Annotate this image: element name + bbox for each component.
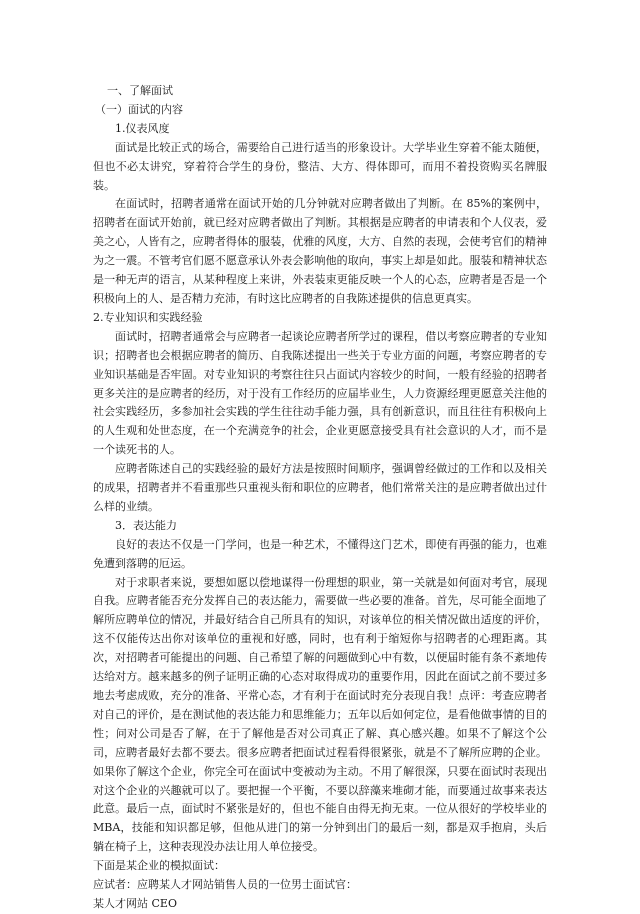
heading-appearance: 1.仪表风度 xyxy=(115,121,170,135)
paragraph-dress: 面试是比较正式的场合，需要给自己进行适当的形象设计。大学毕业生穿着不能太随便，但也不必太讲究，穿着符合学生的身份，整洁、大方、得体即可，而用不着投资购买名牌服装。 xyxy=(93,140,547,192)
document-body xyxy=(93,82,547,914)
heading-understand-interview: 一、了解面试 xyxy=(107,84,173,97)
heading-interview-content: （一）面试的内容 xyxy=(95,102,183,116)
text-mock-interview-intro: 下面是某企业的模拟面试： xyxy=(93,859,225,873)
heading-knowledge-experience: 2.专业知识和实践经验 xyxy=(93,310,203,324)
paragraph-first-impression: 在面试时，招聘者通常在面试开始的几分钟就对应聘者做出了判断。在 85%的案例中，招聘者在面试开始前，就已经对应聘者做出了判断。其根据是应聘者的申请表和个人仪表，爱美之心，人皆有之，应聘者得体的服装，优雅的风度，大方、自然的表现，会使考官们的精神为之一震。不管考官们愿不愿意承认外表会影响他的取向，事实上却是如此。服装和精神状态是一种无声的语言，从某种程度上来讲，外表装束更能反映一个人的心态，应聘者是否是一个积极向上的人、是否精力充沛，有时这比应聘者的自我陈述提供的信息更真实。 xyxy=(93,197,547,305)
text-interviewer-line: 某人才网站 CEO xyxy=(93,896,177,910)
heading-expression: 3．表达能力 xyxy=(115,518,177,532)
paragraph-preparation: 对于求职者来说，要想如愿以偿地谋得一份理想的职业，第一关就是如何面对考官，展现自我。应聘者能否充分发挥自己的表达能力，需要做一些必要的准备。首先，尽可能全面地了解所应聘单位的情况，并最好结合自己所具有的知识，对该单位的相关情况做出适度的评价，这不仅能传达出你对该单位的重视和好感，同时，也有利于缩短你与招聘者的心理距离。其次，对招聘者可能提出的问题、自己希望了解的问题做到心中有数，以便届时能有条不紊地传达给对方。越来越多的例子证明正确的心态对取得成功的重要作用，因此在面试之前不要过多地去考虑成败，充分的准备、平常心态，才有利于在面试时充分表现自我！点评：考查应聘者对自己的评价，是在测试他的表达能力和思维能力；五年以后如何定位，是看他做事情的目的性；问对公司是否了解，在于了解他是否对公司真正了解、真心感兴趣。如果不了解这个公司，应聘者最好去都不要去。很多应聘者把面试过程看得很紧张，就是不了解所应聘的企业。如果你了解这个企业，你完全可在面试中变被动为主动。不用了解很深，只要在面试时表现出对这个企业的兴趣就可以了。要把握一个平衡，不要以辞藻来堆砌才能，而要通过故事来表达此意。最后一点，面试时不紧张是好的，但也不能自由得无拘无束。一位从很好的学校毕业的 MBA，技能和知识都足够，但他从进门的第一分钟到出门的最后一刻，都是双手抱肩，头后躺在椅子上，这种表现没办法让用人单位接受。 xyxy=(93,575,547,854)
paragraph-knowledge: 面试时，招聘者通常会与应聘者一起谈论应聘者所学过的课程，借以考察应聘者的专业知识；招聘者也会根据应聘者的简历、自我陈述提出一些关于专业方面的问题，考察应聘者的专业知识基础是否牢固。对专业知识的考察往往只占面试内容较少的时间，一般有经验的招聘者更多关注的是应聘者的经历，对于没有工作经历的应届毕业生，人力资源经理更愿意关注他的社会实践经历，多参加社会实践的学生往往动手能力强，具有创新意识，而且往往有积极向上的人生观和处世态度，在一个充满竞争的社会，企业更愿意接受具有社会意识的人才，而不是一个读死书的人。 xyxy=(93,329,547,457)
text-candidate-line: 应试者：应聘某人才网站销售人员的一位男士面试官： xyxy=(93,878,357,892)
paragraph-expression-art: 良好的表达不仅是一门学问，也是一种艺术，不懂得这门艺术，即使有再强的能力，也难免遭到落聘的厄运。 xyxy=(93,537,547,570)
paragraph-experience: 应聘者陈述自己的实践经验的最好方法是按照时间顺序，强调曾经做过的工作和以及相关的成果，招聘者并不看重那些只重视头衔和职位的应聘者，他们常常关注的是应聘者做出过什么样的业绩。 xyxy=(93,462,547,513)
